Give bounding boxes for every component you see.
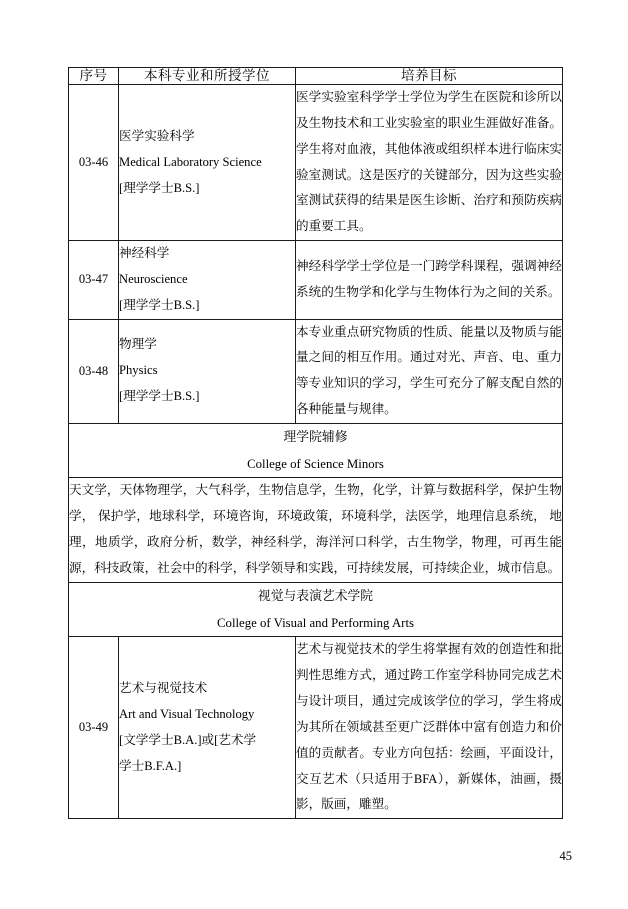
major-name-cn: 神经科学 — [119, 246, 170, 261]
column-header-goal: 培养目标 — [296, 68, 563, 85]
row-code: 03-49 — [69, 637, 119, 819]
major-name-en: Art and Visual Technology — [119, 706, 255, 721]
row-goal: 医学实验室科学学士学位为学生在医院和诊所以及生物技术和工业实验室的职业生涯做好准备。学生将对血液，其他体液或组织样本进行临床实验室测试。这是医疗的关键部分，因为这些实验室测试获得的结果是医生诊断、治疗和预防疾病的重要工具。 — [296, 85, 563, 241]
row-major — [119, 319, 296, 423]
row-major — [119, 241, 296, 319]
column-header-major: 本科专业和所授学位 — [119, 68, 296, 85]
major-degree: [理学学士B.S.] — [119, 180, 200, 195]
row-goal: 神经科学学士学位是一门跨学科课程，强调神经系统的生物学和化学与生物体行为之间的关系。 — [296, 241, 563, 319]
majors-table — [68, 67, 563, 819]
major-degree: [理学学士B.S.] — [119, 297, 200, 312]
section-body-row-science-minors — [69, 478, 563, 582]
row-code: 03-48 — [69, 319, 119, 423]
section-header-row-visual-arts — [69, 582, 563, 637]
major-name-cn: 物理学 — [119, 337, 157, 352]
row-goal: 艺术与视觉技术的学生将掌握有效的创造性和批判性思维方式，通过跨工作室学科协同完成艺术与设计项目，通过完成该学位的学习，学生将成为其所在领域甚至更广泛群体中富有创造力和价值的贡献者。专业方向包括：绘画，平面设计，交互艺术（只适用于BFA），新媒体，油画，摄影，版画，雕塑。 — [296, 637, 563, 819]
major-degree: [理学学士B.S.] — [119, 389, 200, 404]
major-degree-line2: 学士B.F.A.] — [119, 758, 182, 773]
table-row — [69, 85, 563, 241]
section-title-en: College of Visual and Performing Arts — [217, 615, 414, 630]
row-goal: 本专业重点研究物质的性质、能量以及物质与能量之间的相互作用。通过对光、声音、电、重力等专业知识的学习，学生可充分了解支配自然的各种能量与规律。 — [296, 319, 563, 423]
major-name-en: Neuroscience — [119, 271, 188, 286]
major-name-en: Physics — [119, 363, 158, 378]
section-title — [69, 423, 563, 478]
table-row — [69, 637, 563, 819]
science-minors-list: 天文学，天体物理学，大气科学，生物信息学，生物，化学，计算与数据科学，保护生物学， 保护学，地球科学，环境咨询，环境政策，环境科学，法医学，地理信息系统， 地理，地质学，政府分析，数学，神经科学，海洋河口科学，古生物学，物理，可再生能源，科技政策，社会中的科学，科学领导和实践，可持续发展，可持续企业，城市信息。 — [69, 478, 563, 582]
section-header-row-science-minors — [69, 423, 563, 478]
section-title — [69, 582, 563, 637]
row-major — [119, 637, 296, 819]
row-major — [119, 85, 296, 241]
page-number: 45 — [559, 849, 572, 863]
column-header-serial: 序号 — [69, 68, 119, 85]
section-title-cn: 理学院辅修 — [283, 429, 348, 444]
major-name-cn: 医学实验科学 — [119, 128, 195, 143]
section-title-cn: 视觉与表演艺术学院 — [257, 588, 374, 603]
section-title-en: College of Science Minors — [247, 456, 384, 471]
major-degree-line1: [文学学士B.A.]或[艺术学 — [119, 732, 257, 747]
table-header-row — [69, 68, 563, 85]
major-name-cn: 艺术与视觉技术 — [119, 681, 208, 696]
table-row — [69, 319, 563, 423]
row-code: 03-46 — [69, 85, 119, 241]
table-row — [69, 241, 563, 319]
row-code: 03-47 — [69, 241, 119, 319]
major-name-en: Medical Laboratory Science — [119, 154, 262, 169]
